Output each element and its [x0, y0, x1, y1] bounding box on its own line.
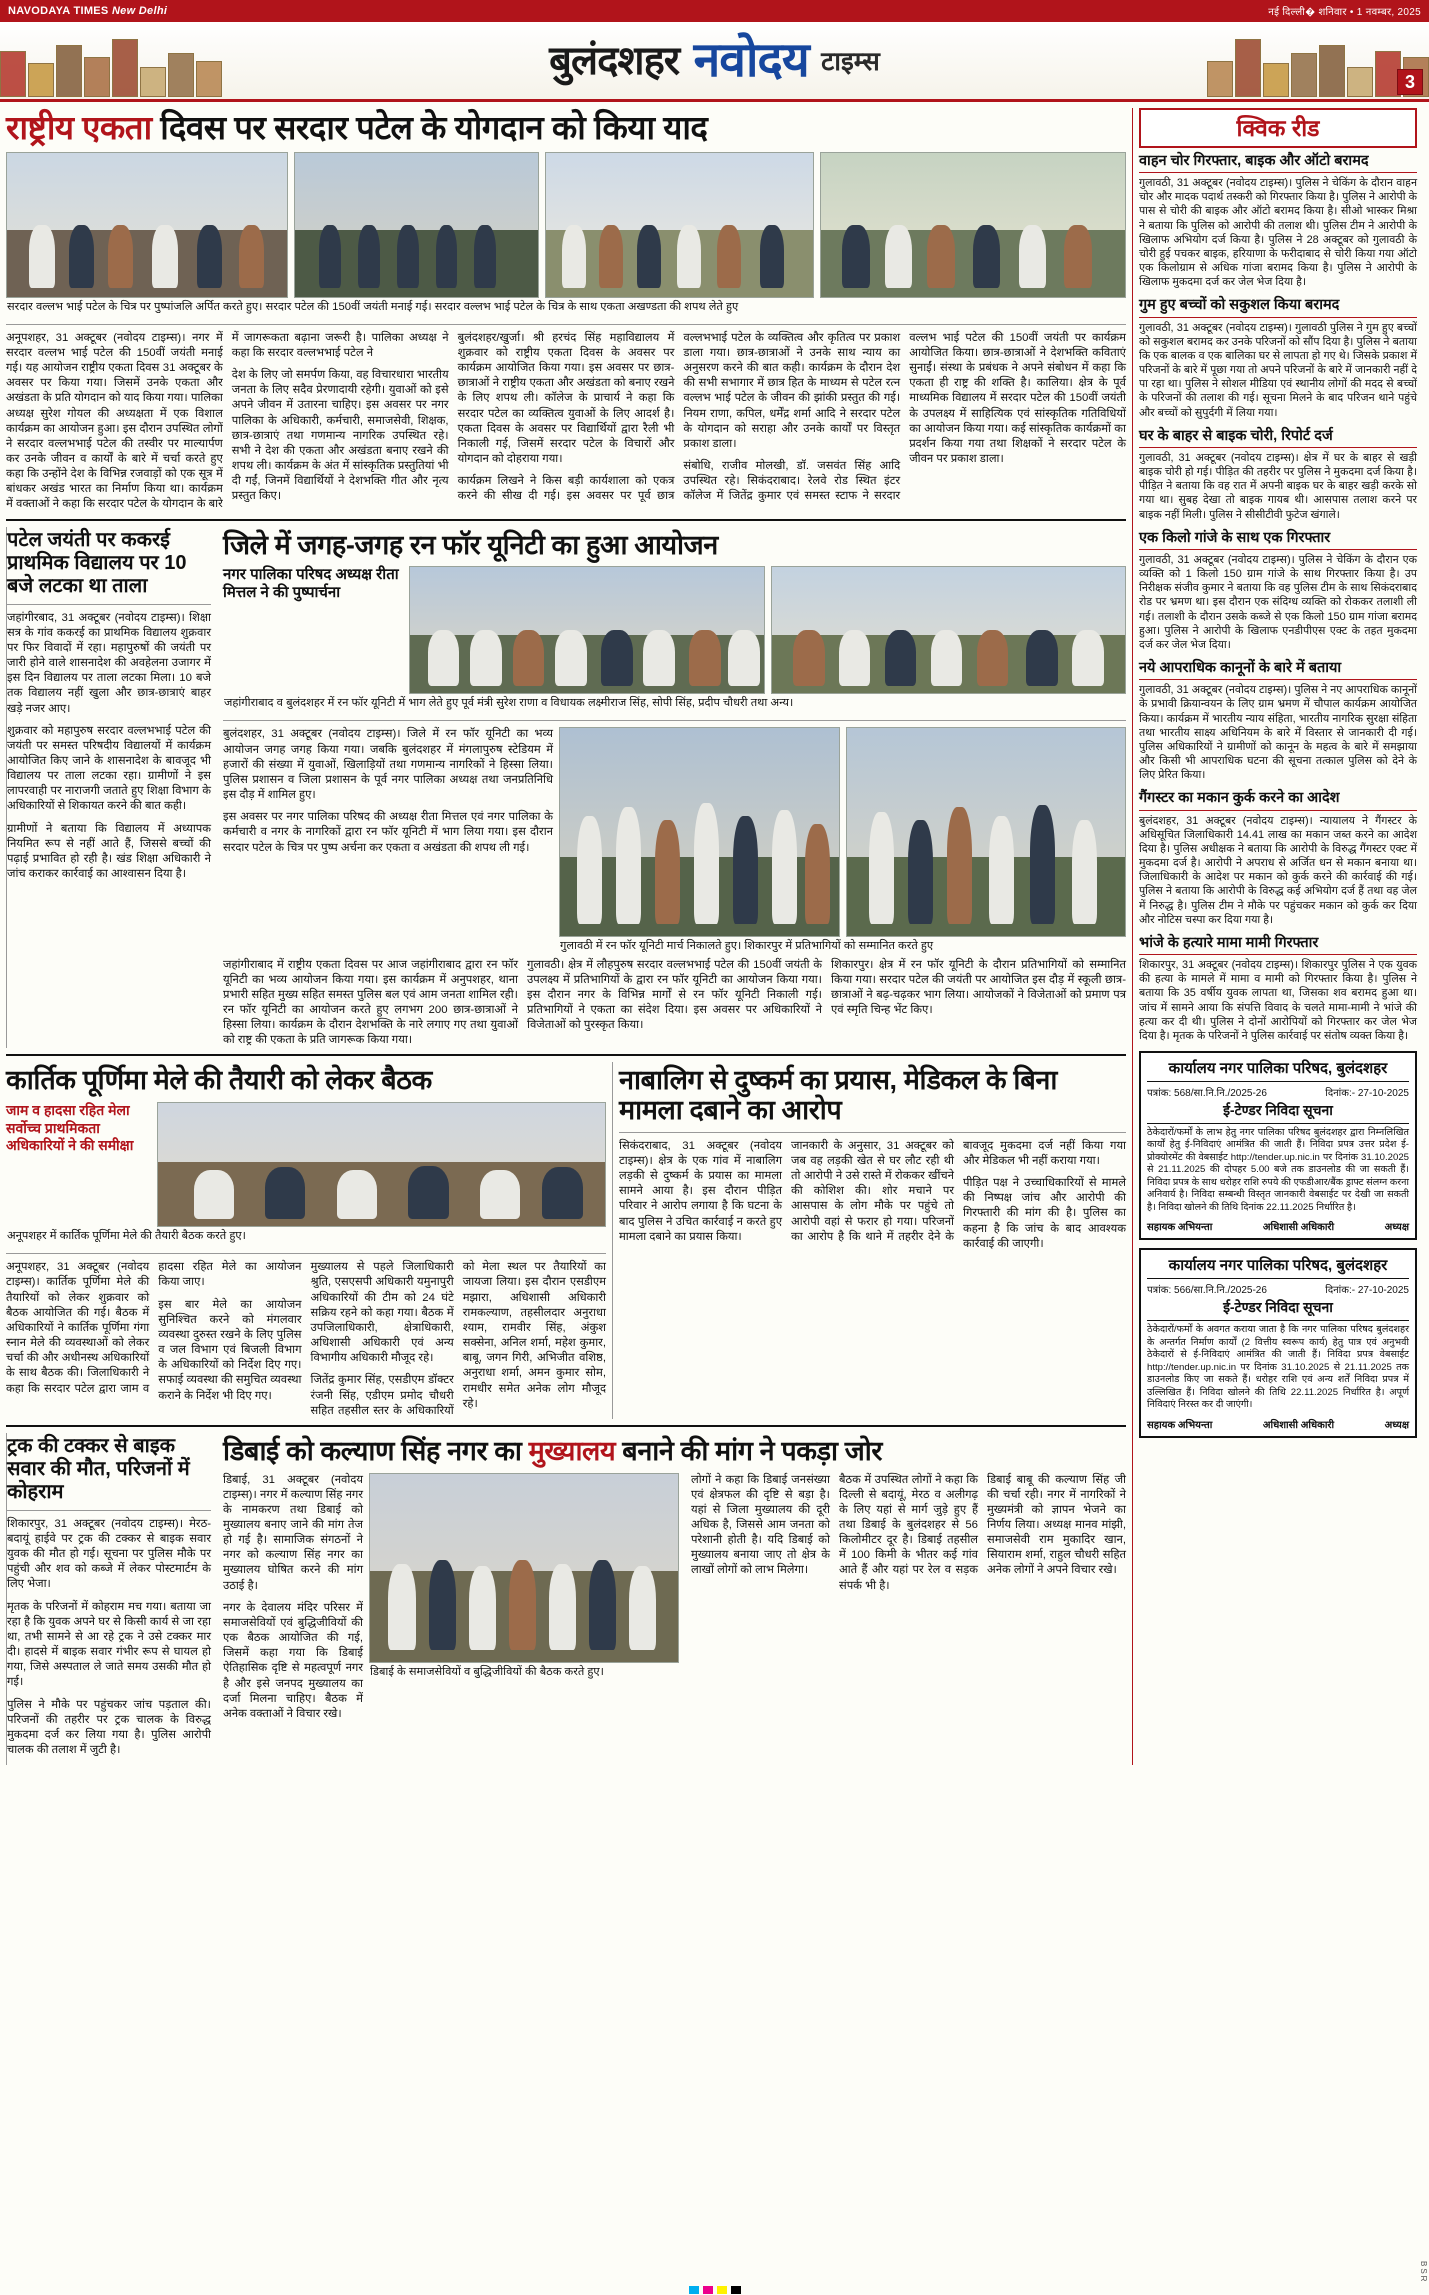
quick-read-text: गुलावठी, 31 अक्टूबर (नवोदय टाइम्स)। गुलावठी पुलिस ने गुम हुए बच्चों को सकुशल बरामद कर उनके परिजनों को सौंप दिया है। पुलिस ने बताया कि एक बालक व एक बालिका घर से लापता हो गए थे। जिसके प्रकाश में परिजनों के बारे में पूछा गया तो अपने परिजनों के बारे में जानकारी नहीं दे पा रहा था। पुलिस ने सोशल मीडिया एवं स्थानीय लोगों की मदद से बच्चों के परिजनों की तलाश की गई। सूचना मिलने के बाद परिजन थाने पहुंचे और बच्चों को सुपुर्दगी में लिया गया। [1139, 321, 1417, 419]
fourth-block [6, 1433, 1126, 1765]
run-col-4: गुलावठी। क्षेत्र में लौहपुरुष सरदार वल्लभभाई पटेल की 150वीं जयंती के उपलक्ष्य में प्रतिभागियों के द्वारा रन फॉर यूनिटी का आयोजन किया गया। इस दौरान नगर के विभिन्न मार्गों से रन फॉर यूनिटी निकाली गई। प्रतिभागियों ने एकता का संदेश दिया। इस अवसर पर अधिकारियों ने विजेताओं को पुरस्कृत किया। [527, 958, 822, 1032]
run-photo-1 [409, 566, 765, 694]
page-number: 3 [1397, 69, 1423, 95]
quick-read-heading: भांजे के हत्यारे मामा मामी गिरफ्तार [1139, 935, 1417, 955]
dibai-headline-pre: डिबाई को कल्याण सिंह नगर का [223, 1435, 529, 1466]
quick-read-heading: एक किलो गांजे के साथ एक गिरफ्तार [1139, 530, 1417, 550]
minor-headline: नाबालिग से दुष्कर्म का प्रयास, मेडिकल के बिना मामला दबाने का आरोप [619, 1065, 1057, 1126]
quick-read-title: क्विक रीड [1139, 108, 1417, 148]
lead-col-1: अनूपशहर, 31 अक्टूबर (नवोदय टाइम्स)। नगर में सरदार वल्लभ भाई पटेल की 150वीं जयंती मनाई गई। यह आयोजन राष्ट्रीय एकता दिवस 31 अक्टूबर के अवसर पर किया गया। जिसमें उनके एकता और अखंडता के प्रति योगदान को याद किया गया। पालिका अध्यक्ष सुरेश गोयल की अध्यक्षता में एक विशाल कार्यक्रम का आयोजन हुआ। इस दौरान उपस्थित लोगों ने सरदार वल्लभभाई पटेल की तस्वीर पर माल्यार्पण कर उनके जीवन व कार्यों के बारे में चर्चा करते हुए कहा कि उन्होंने देश के विभिन्न रजवाड़ों को एक सूत्र में बांधकर अखंड भारत का निर्माण किया था। कार्यक्रम में वक्ताओं ने कहा कि सरदार पटेल के योगदान के बारे में जागरूकता बढ़ाना जरूरी है। पालिका अध्यक्ष ने कहा कि सरदार वल्लभभाई पटेल ने [6, 331, 449, 511]
masthead-title [549, 33, 880, 87]
tender-sign-left: सहायक अभियन्ता [1147, 1419, 1213, 1431]
patel-jayanti-headline: पटेल जयंती पर ककरई प्राथमिक विद्यालय पर 10 बजे लटका था ताला [7, 528, 187, 597]
dibai-photo-caption: डिबाई के समाजसेवियों व बुद्धिजीवियों की बैठक करते हुए। [370, 1665, 604, 1678]
run-kicker: नगर पालिका परिषद अध्यक्ष रीता मित्तल ने की पुष्पार्चना [223, 566, 399, 602]
tender-notice [1139, 1248, 1417, 1437]
run-photo-row-2 [559, 727, 1126, 937]
tender-subtitle: ई-टेण्डर निविदा सूचना [1147, 1298, 1409, 1321]
kartik-top-row [6, 1102, 606, 1227]
dibai-col-a [223, 1473, 363, 1730]
run-body-bottom [223, 958, 1126, 1049]
run-photo-caption-1: जहांगीराबाद व बुलंदशहर में रन फॉर यूनिटी में भाग लेते हुए पूर्व मंत्री सुरेश राणा व विधायक लक्ष्मीराज सिंह, सोपी सिंह, प्रदीप चौधरी तथा अन्य। [224, 697, 794, 710]
dibai-headline-post: बनाने की मांग ने पकड़ा जोर [615, 1435, 883, 1466]
kartik-kicker: जाम व हादसा रहित मेला सर्वोच्च प्राथमिकता अधिकारियों ने की समीक्षा [6, 1102, 134, 1154]
quick-read-text: शिकारपुर, 31 अक्टूबर (नवोदय टाइम्स)। शिकारपुर पुलिस ने एक युवक की हत्या के मामले में मामा व मामी को गिरफ्तार किया है। पुलिस ने बताया कि 35 वर्षीय युवक लापता था, जिसका शव बरामद हुआ था। जांच में सामने आया कि संपत्ति विवाद के चलते मामा-मामी ने भांजे की हत्या कर दी थी। पुलिस ने दोनों आरोपियों को गिरफ्तार कर जेल भेज दिया है। मृतक के परिजनों ने पुलिस कार्रवाई पर संतोष व्यक्त किया है। [1139, 958, 1417, 1042]
tender-sign-right: अध्यक्ष [1384, 1419, 1409, 1431]
lead-photo-3 [545, 152, 814, 298]
quick-read-text: गुलावठी, 31 अक्टूबर (नवोदय टाइम्स)। पुलिस ने नए आपराधिक कानूनों के प्रभावी क्रियान्वयन के लिए ग्राम भ्रमण में चौपाल कार्यक्रम आयोजित किया। कार्यक्रम में भारतीय न्याय संहिता, भारतीय नागरिक सुरक्षा संहिता तथा भारतीय साक्ष्य अधिनियम के बारे में विस्तार से जानकारी दी गई। पुलिस अधिकारियों ने ग्रामीणों को कानून के महत्व के बारे में समझाया और किसी भी आपराधिक घटना की सूचना तत्काल पुलिस को देने के लिए प्रेरित किया। [1139, 684, 1417, 782]
dibai-col-4: बैठक में उपस्थित लोगों ने कहा कि दिल्ली से बदायूं, मेरठ व अलीगढ़ के लिए यहां से मार्ग जुड़े हुए हैं तथा डिबाई के बुलंदशहर से 56 किलोमीटर दूर है। डिबाई तहसील में 100 किमी के भीतर कई गांव आते हैं और यहां पर रेल व सड़क संपर्क भी है। [839, 1473, 978, 1592]
story-run-for-unity [217, 527, 1126, 1049]
top-strip [0, 0, 1429, 22]
quick-read-item[interactable] [1139, 153, 1417, 289]
sidebar-quick-read [1132, 108, 1417, 1765]
truck-col-1: शिकारपुर, 31 अक्टूबर (नवोदय टाइम्स)। मेरठ-बदायूं हाईवे पर ट्रक की टक्कर से बाइक सवार युवक की मौत हो गई। सूचना पर पुलिस मौके पर पहुंची और शव को कब्जे में लेकर पोस्टमार्टम के लिए भेजा। [7, 1517, 211, 1591]
patel-jayanti-col-3: ग्रामीणों ने बताया कि विद्यालय में अध्यापक नियमित रूप से नहीं आते हैं, जिससे बच्चों की पढ़ाई प्रभावित हो रही है। खंड शिक्षा अधिकारी ने जांच कराकर कार्रवाई का आश्वासन दिया है। [7, 822, 211, 881]
dibai-col-b [685, 1473, 1126, 1730]
run-for-unity-headline: जिले में जगह-जगह रन फॉर यूनिटी का हुआ आयोजन [223, 529, 718, 560]
lead-photo-4 [820, 152, 1126, 298]
quick-read-item[interactable] [1139, 790, 1417, 926]
brand-city: New Delhi [111, 5, 168, 17]
dibai-col-2: नगर के देवालय मंदिर परिसर में समाजसेवियों एवं बुद्धिजीवियों की एक बैठक आयोजित की गई, जिसमें कहा गया कि डिबाई ऐतिहासिक दृष्टि से महत्वपूर्ण नगर है और इसे जनपद मुख्यालय का दर्जा मिलना चाहिए। बैठक में अनेक वक्ताओं ने विचार रखे। [223, 1601, 363, 1720]
second-block [6, 527, 1126, 1049]
minor-body [619, 1139, 1126, 1252]
page-side-tag: BSR [1419, 2260, 1428, 2283]
main-content [6, 108, 1126, 1765]
kartik-body [6, 1260, 606, 1419]
tender-subtitle: ई-टेण्डर निविदा सूचना [1147, 1101, 1409, 1124]
dibai-photo [369, 1473, 679, 1663]
run-photo-caption-2: गुलावठी में रन फॉर यूनिटी मार्च निकालते हुए। शिकारपुर में प्रतिभागियों को सम्मानित करते हुए [560, 940, 934, 953]
dibai-col-5: डिबाई बाबू की कल्याण सिंह जी की चर्चा रही। नगर में नागरिकों ने मुख्यमंत्री को ज्ञापन भेजने का निर्णय लिया। अध्यक्ष मानव मांझी, समाजसेवी राम मुकादिर खान, सियाराम शर्मा, राहुल चौधरी सहित अनेक लोगों ने अपने विचार रखे। [987, 1473, 1126, 1577]
story-kartik [6, 1062, 606, 1418]
quick-read-item[interactable] [1139, 297, 1417, 419]
run-col-2: इस अवसर पर नगर पालिका परिषद की अध्यक्ष रीता मित्तल एवं नगर पालिका के कर्मचारी व नगर के नागरिकों द्वारा रन फॉर यूनिटी में भाग लिया गया। इस दौरान सरदार पटेल के चित्र पर पुष्प अर्चना कर एकता व अखंडता की शपथ ली गई। [223, 811, 553, 854]
edition-line: नई दिल्ली� शनिवार • 1 नवम्बर, 2025 [1268, 7, 1421, 18]
quick-read-text: बुलंदशहर, 31 अक्टूबर (नवोदय टाइम्स)। न्यायालय ने गैंगस्टर के अधिसूचित जिलाधिकारी 14.41 लाख का मकान जब्त करने का आदेश दिया है। पुलिस अधीक्षक ने बताया कि आरोपी के विरुद्ध गैंगस्टर एक्ट में मुकदमा दर्ज है। आरोपी ने अपराध से अर्जित धन से मकान बनाया था। जिलाधिकारी के आदेश पर मकान को कुर्क करने की कार्रवाई की गई। पुलिस ने बताया कि आरोपी के विरुद्ध कई अभियोग दर्ज हैं तथा वह जेल में निरुद्ध है। पुलिस टीम ने मौके पर पहुंचकर मकान को कुर्क कर दिया और नोटिस चस्पा कर दिया गया है। [1139, 814, 1417, 926]
tender-sign-right: अध्यक्ष [1384, 1222, 1409, 1234]
lead-headline-red: राष्ट्रीय एकता [6, 109, 152, 146]
quick-read-heading: गैंगस्टर का मकान कुर्क करने का आदेश [1139, 790, 1417, 810]
lead-photo-1 [6, 152, 288, 298]
tender-office: कार्यालय नगर पालिका परिषद, बुलंदशहर [1147, 1058, 1409, 1082]
brand-name: NAVODAYA TIMES [8, 5, 109, 17]
run-photo-4 [846, 727, 1127, 937]
story-minor [612, 1062, 1126, 1418]
lead-headline [6, 110, 1126, 146]
kartik-col-1: अनूपशहर, 31 अक्टूबर (नवोदय टाइम्स)। कार्तिक पूर्णिमा मेले की तैयारियों को लेकर शुक्रवार को बैठक आयोजित की गई। बैठक में अधिकारियों ने कार्तिक पूर्णिमा गंगा स्नान मेले की व्यवस्थाओं को लेकर चर्चा की और अधीनस्थ अधिकारियों के साथ बैठक की। जिलाधिकारी ने कहा कि सरदार पटेल द्वारा जाम व हादसा रहित मेले का आयोजन किया जाए। [6, 1261, 302, 1395]
kartik-photo [157, 1102, 606, 1227]
minor-col-3: पीड़ित पक्ष ने उच्चाधिकारियों से मामले की निष्पक्ष जांच और आरोपी की गिरफ्तारी की मांग की है। पुलिस का कहना है कि जांच के बाद आवश्यक कार्रवाई की जाएगी। [963, 1177, 1126, 1250]
masthead-name-suffix: टाइम्स [821, 45, 880, 76]
run-photo-2 [771, 566, 1127, 694]
tender-office: कार्यालय नगर पालिका परिषद, बुलंदशहर [1147, 1255, 1409, 1279]
truck-col-2: मृतक के परिजनों में कोहराम मच गया। बताया जा रहा है कि युवक अपने घर से किसी कार्य से जा रहा था, तभी सामने से आ रहे ट्रक ने उसे टक्कर मार दी। हादसे में बाइक सवार गंभीर रूप से घायल हो गया, जिसे अस्पताल ले जाते समय उसकी मौत हो गई। [7, 1600, 211, 1689]
story-patel-jayanti [6, 527, 211, 1049]
top-strip-brand [8, 5, 167, 17]
masthead-art-left [0, 22, 240, 99]
run-photo-row-1 [223, 566, 1126, 694]
tender-sign-mid: अधिशासी अधिकारी [1262, 1222, 1335, 1234]
dibai-headline [223, 1437, 1126, 1467]
minor-col-2: जानकारी के अनुसार, 31 अक्टूबर को जब वह लड़की खेत से घर लौट रही थी तो आरोपी ने उसे रास्ते में रोककर खींचने की कोशिश की। शोर मचाने पर आसपास के लोग मौके पर पहुंचे तो आरोपी वहां से फरार हो गया। परिजनों का आरोप है कि थाने में तहरीर देने के बावजूद मुकदमा दर्ज नहीं किया गया और मेडिकल भी नहीं कराया गया। [791, 1139, 1126, 1243]
tender-body: ठेकेदारों/फर्मों के अवगत कराया जाता है कि नगर पालिका परिषद बुलंदशहर के अन्तर्गत निर्माण कार्यों (2 वित्तीय स्वरूप कार्य) हेतु पात्र एवं अनुभवी ठेकेदारों से ई-निविदाएं आमंत्रित की जाती हैं। निविदा प्रपत्र वेबसाईट http://tender.up.nic.in पर दिनांक 31.10.2025 से 21.11.2025 तक डाउनलोड किए जा सकते हैं। धरोहर राशि एवं अन्य शर्तें निविदा प्रपत्र में उल्लिखित हैं। निविदा खोलने की तिथि 22.11.2025 निर्धारित है। अपूर्ण निविदाएं निरस्त कर दी जाएंगी। [1147, 1324, 1409, 1411]
masthead [0, 22, 1429, 102]
quick-read-text: गुलावठी, 31 अक्टूबर (नवोदय टाइम्स)। क्षेत्र में घर के बाहर से खड़ी बाइक चोरी हो गई। पीड़ित की तहरीर पर पुलिस ने मुकदमा दर्ज किया है। पीड़ित ने बताया कि वह रात में अपनी बाइक घर के बाहर खड़ी करके सो गया था। सुबह देखा तो बाइक गायब थी। आसपास तलाश करने पर बाइक नहीं मिली। पुलिस ने सीसीटीवी फुटेज खंगाले। [1139, 451, 1417, 521]
run-photo-3 [559, 727, 840, 937]
lead-col-5: संबोधि, राजीव मोलखी, डॉ. जसवंत सिंह आदि उपस्थित रहे। सिकंदराबाद। रेलवे रोड स्थित इंटर कॉलेज में जितेंद्र कुमार एवं समस्त स्टाफ ने सरदार वल्लभ भाई पटेल की 150वीं जयंती पर कार्यक्रम आयोजित किया। छात्र-छात्राओं ने देशभक्ति कविताएं सुनाईं। संस्था के प्रबंधक ने अपने संबोधन में कहा कि एकता ही राष्ट्र की शक्ति है। कालिया। क्षेत्र के पूर्व माध्यमिक विद्यालय में सरदार पटेल की 150वीं जयंती के उपलक्ष्य में साहित्यिक एवं सांस्कृतिक गतिविधियों का आयोजन किया गया। कई सांस्कृतिक कार्यक्रमों का प्रदर्शन किया गया तथा शिक्षकों ने सरदार पटेल के जीवन पर प्रकाश डाला। [683, 331, 1126, 503]
run-body-right [559, 727, 1126, 957]
quick-read-item[interactable] [1139, 530, 1417, 652]
run-body-left [223, 727, 553, 957]
tender-date: दिनांक:- 27-10-2025 [1325, 1088, 1409, 1100]
patel-jayanti-col-2: शुक्रवार को महापुरुष सरदार वल्लभभाई पटेल की जयंती पर समस्त परिषदीय विद्यालयों में कार्यक्रम आयोजित किए जाने के शासनादेश के बावजूद भी विद्यालय पर ताला लटका रहा। ग्रामीणों ने इस लापरवाही पर नाराजगी जताते हुए शिक्षा विभाग के अधिकारियों से शिकायत करने की बात कही। [7, 724, 211, 813]
tender-date: दिनांक:- 27-10-2025 [1325, 1285, 1409, 1297]
kartik-photo-caption: अनूपशहर में कार्तिक पूर्णिमा मेले की तैयारी बैठक करते हुए। [7, 1230, 246, 1243]
run-kicker-box [223, 566, 403, 694]
lead-headline-rest: दिवस पर सरदार पटेल के योगदान को किया याद [160, 109, 708, 146]
truck-headline: ट्रक की टक्कर से बाइक सवार की मौत, परिजनों में कोहराम [7, 1434, 190, 1503]
tender-sign-left: सहायक अभियन्ता [1147, 1222, 1213, 1234]
quick-read-text: गुलावठी, 31 अक्टूबर (नवोदय टाइम्स)। पुलिस ने चेकिंग के दौरान एक व्यक्ति को 1 किलो 150 ग्राम गांजे के साथ गिरफ्तार किया है। उप निरीक्षक संजीव कुमार ने बताया कि वह पुलिस टीम के साथ सिकंदराबाद रोड पर भ्रमण था। इस दौरान एक संदिग्ध व्यक्ति को रोककर तलाशी ली गई। तलाशी के दौरान उसके कब्जे से एक किलो 150 ग्राम गांजा बरामद हुआ। पुलिस ने आरोपी के खिलाफ एनडीपीएस एक्ट के तहत मुकदमा दर्ज कर जेल भेज दिया। [1139, 553, 1417, 651]
kartik-col-4: जितेंद्र कुमार सिंह, एसडीएम डॉक्टर रंजनी सिंह, एडीएम प्रमोद चौधरी सहित तहसील स्तर के अधिकारियों को मेला स्थल पर तैयारियों का जायजा लिया। इस दौरान एसडीएम मझारा, अधिशासी अधिकारी रामकल्याण, तहसीलदार अनुराधा श्याम, रामवीर सिंह, अंकुश सक्सेना, अनिल शर्मा, महेश कुमार, बाबू, जगन गिरी, अभिजीत वशिष्ठ, अनुराधा शर्मा, अमन कुमार सोम, रामधीर समेत अनेक लोग मौजूद रहे। [310, 1261, 606, 1417]
minor-col-1: सिकंदराबाद, 31 अक्टूबर (नवोदय टाइम्स)। क्षेत्र के एक गांव में नाबालिग लड़की से दुष्कर्म के प्रयास का मामला सामने आया है। इस दौरान पीड़ित परिवार ने आरोप लगाया है कि घटना के बाद पुलिस ने उचित कार्रवाई न करते हुए मामला दबाने का प्रयास किया। [619, 1139, 782, 1243]
quick-read-heading: गुम हुए बच्चों को सकुशल किया बरामद [1139, 297, 1417, 317]
quick-read-item[interactable] [1139, 428, 1417, 522]
color-registration-bar [0, 2285, 1429, 2295]
third-block [6, 1062, 1126, 1418]
story-dibai [217, 1433, 1126, 1765]
tender-notice [1139, 1051, 1417, 1240]
lead-photo-caption: सरदार वल्लभ भाई पटेल के चित्र पर पुष्पांजलि अर्पित करते हुए। सरदार पटेल की 150वीं जयंती मनाई गई। सरदार वल्लभ भाई पटेल के चित्र के साथ एकता अखण्डता की शपथ लेते हुए [7, 300, 739, 313]
lead-col-3: बुलंदशहर/खुर्जा। श्री हरचंद सिंह महाविद्यालय में शुक्रवार को राष्ट्रीय एकता दिवस के अवसर पर कार्यक्रम आयोजित किया गया। इस अवसर पर छात्र-छात्राओं ने राष्ट्रीय एकता और अखंडता को बनाए रखने के लिए शपथ ली। कॉलेज के प्राचार्य ने कहा कि सरदार पटेल का व्यक्तित्व युवाओं के लिए आदर्श है। एकता दिवस के अवसर पर विद्यार्थियों द्वारा रैली भी निकाली गई, जिसमें सरदार पटेल के विचारों और योगदान को दोहराया गया। [457, 331, 675, 465]
quick-read-heading: नये आपराधिक कानूनों के बारे में बताया [1139, 660, 1417, 680]
tender-body: ठेकेदारों/फर्मों के लाभ हेतु नगर पालिका परिषद बुलंदशहर द्वारा निम्नलिखित कार्यों हेतु ई-निविदाएं आमंत्रित की जाती हैं। निविदा प्रपत्र उत्तर प्रदेश ई-प्रोक्योरमेंट की वेबसाईट http://tender.up.nic.in पर दिनांक 31.10.2025 से 21.11.2025 की दोपहर 5.00 बजे तक डाउनलोड की जा सकती हैं। निविदा प्रपत्र के साथ धरोहर राशि रुपये की एफडीआर/बैंक ड्राफ्ट संलग्न करना अनिवार्य है। निविदा सम्बन्धी विस्तृत जानकारी वेबसाईट पर देखी जा सकती है। निविदा खोलने की तिथि दिनांक 22.11.2025 निर्धारित है। [1147, 1127, 1409, 1213]
kartik-kicker-box [6, 1102, 151, 1227]
masthead-art-right [1189, 22, 1429, 99]
run-body-row [223, 727, 1126, 957]
run-col-1: बुलंदशहर, 31 अक्टूबर (नवोदय टाइम्स)। जिले में रन फॉर यूनिटी का भव्य आयोजन जगह जगह किया गया। जबकि बुलंदशहर में मंगलापुरुष स्टेडियम में हजारों की संख्या में युवाओं, खिलाड़ियों तथा गणमान्य नागरिकों ने हिस्सा लिया। पुलिस प्रशासन व जिला प्रशासन के पूर्व नगर पालिका अध्यक्ष तथा जनप्रतिनिधि इस दौड़ में शामिल हुए। [223, 728, 553, 802]
story-truck [6, 1433, 211, 1765]
kartik-col-2: इस बार मेले का आयोजन सुनिश्चित करने को मंगलवार व्यवस्था दुरुस्त रखने के लिए पुलिस व जल विभाग एवं बिजली विभाग के अधिकारियों को निर्देश दिए गए। सफाई व्यवस्था की समुचित व्यवस्था कराने के निर्देश भी दिए गए। [158, 1298, 302, 1402]
run-col-3: जहांगीराबाद में राष्ट्रीय एकता दिवस पर आज जहांगीराबाद द्वारा रन फॉर यूनिटी का भव्य आयोजन किया गया। इस कार्यक्रम में अनुपशहर, थाना प्रभारी सहित मुख्य सहित समस्त पुलिस बल एवं आम जनता शामिल रही। रन फॉर यूनिटी का आयोजन करते हुए लगभग 200 छात्र-छात्राओं ने हिस्सा लिया। कार्यक्रम के दौरान देशभक्ति के नारे लगाए गए तथा युवाओं को राष्ट्र की एकता के प्रति जागरूक किया गया। [223, 958, 519, 1047]
lead-body [6, 331, 1126, 513]
run-col-5: शिकारपुर। क्षेत्र में रन फॉर यूनिटी के दौरान प्रतिभागियों को सम्मानित किया गया। सरदार पटेल की जयंती पर आयोजित इस दौड़ में स्कूली छात्र-छात्राओं ने बढ़-चढ़कर भाग लिया। आयोजकों ने विजेताओं को प्रमाण पत्र एवं स्मृति चिन्ह भेंट किए। [831, 958, 1126, 1016]
dibai-photo-box [369, 1473, 679, 1730]
kartik-col-3: मुख्यालय से पहले जिलाधिकारी श्रुति, एसएसपी अधिकारी यमुनापुरी अधिकारियों की टीम को 24 घंटे सक्रिय रहने को कहा गया। बैठक में उपजिलाधिकारी, क्षेत्राधिकारी, अधिशासी अधिकारी एवं अन्य विभागीय अधिकारी मौजूद रहे। [310, 1261, 454, 1365]
tender-ref: पत्रांक: 566/सा.नि.नि./2025-26 [1147, 1285, 1267, 1297]
quick-read-item[interactable] [1139, 660, 1417, 782]
truck-col-3: पुलिस ने मौके पर पहुंचकर जांच पड़ताल की। परिजनों की तहरीर पर ट्रक चालक के विरुद्ध मुकदमा दर्ज कर लिया गया है। पुलिस आरोपी चालक की तलाश में जुटी है। [7, 1698, 211, 1756]
quick-read-item[interactable] [1139, 935, 1417, 1043]
quick-read-heading: वाहन चोर गिरफ्तार, बाइक और ऑटो बरामद [1139, 153, 1417, 173]
tender-ref: पत्रांक: 568/सा.नि.नि./2025-26 [1147, 1088, 1267, 1100]
dibai-col-1: डिबाई, 31 अक्टूबर (नवोदय टाइम्स)। नगर में कल्याण सिंह नगर के नामकरण तथा डिबाई को मुख्यालय बनाए जाने की मांग तेज हो गई है। सामाजिक संगठनों ने नगर को कल्याण सिंह नगर का मुख्यालय घोषित करने की मांग उठाई है। [223, 1473, 363, 1592]
lead-photo-strip [6, 152, 1126, 298]
quick-read-heading: घर के बाहर से बाइक चोरी, रिपोर्ट दर्ज [1139, 428, 1417, 448]
masthead-name: नवोदय [693, 33, 809, 87]
quick-read-text: गुलावठी, 31 अक्टूबर (नवोदय टाइम्स)। पुलिस ने चेकिंग के दौरान वाहन चोर और मादक पदार्थ तस्करी को गिरफ्तार किया है। पुलिस ने आरोपी के पास से चोरी की बाइक और ऑटो बरामद किया है। सीओ भास्कर मिश्रा ने बताया कि पुलिस को आरोपी की तलाश थी। पुलिस टीम ने आरोपी के खिलाफ अभियोग दर्ज किया है। पुलिस ने 28 अक्टूबर को गुलावठी के चोरी हुई पचकर बाइक, हरियाणा के फरीदाबाद से चोरी किया गया ऑटो एक किलोग्राम से अधिक गांजा बरामद किया है। पुलिस ने आरोपी के खिलाफ मुकदमा दर्ज कर जेल भेज दिया है। [1139, 177, 1417, 289]
masthead-city: बुलंदशहर [549, 38, 680, 83]
lead-col-4: कार्यक्रम लिखने ने किस बड़ी कार्यशाला को एकत्र करने की सीख दी गई। इस अवसर पर पूर्व छात्र वल्लभभाई पटेल के व्यक्तित्व और कृतित्व पर प्रकाश डाला गया। छात्र-छात्राओं ने उनके साथ न्याय का अनुसरण करने की बात कही। कार्यक्रम के दौरान देश की सभी सभागार में छात्र हित के माध्यम से पटेल रत्न वल्लभ भाई पटेल के जीवन की झांकी प्रस्तुत की गई। नियम राणा, कपिल, धर्मेंद्र शर्मा आदि ने सरदार पटेल के योगदान को सराहा और उनके कार्यों पर विस्तृत प्रकाश डाला। [457, 331, 901, 503]
dibai-col-3: लोगों ने कहा कि डिबाई जनसंख्या एवं क्षेत्रफल की दृष्टि से बड़ा है। यहां से जिला मुख्यालय की दूरी अधिक है, जिससे आम जनता को परेशानी होती है। यदि डिबाई को मुख्यालय बनाया जाए तो क्षेत्र के लाखों लोगों को लाभ मिलेगा। [691, 1473, 830, 1577]
dibai-top-row [223, 1473, 1126, 1730]
tender-sign-mid: अधिशासी अधिकारी [1262, 1419, 1335, 1431]
lead-col-2: देश के लिए जो समर्पण किया, वह विचारधारा भारतीय जनता के लिए सदैव प्रेरणादायी रहेगी। युवाओं को इसे अपने जीवन में उतारना चाहिए। इस अवसर पर नगर पालिका के अधिकारी, कर्मचारी, समाजसेवी, शिक्षक, छात्र-छात्राएं तथा गणमान्य नागरिक उपस्थित रहे। सभी ने देश की एकता और अखंडता बनाए रखने की शपथ ली। कार्यक्रम के अंत में सांस्कृतिक प्रस्तुतियां भी दी गईं, जिनमें विद्यार्थियों ने देशभक्ति गीत और नृत्य प्रस्तुत किए। [231, 369, 449, 503]
patel-jayanti-col-1: जहांगीरबाद, 31 अक्टूबर (नवोदय टाइम्स)। शिक्षा सत्र के गांव ककरई का प्राथमिक विद्यालय शुक्रवार पर फिर विवादों में रहा। महापुरुषों की जयंती पर जारी होने वाले शासनादेश की अवहेलना उजागर में इस दिन विद्यालय पर ताला लटका मिला। 10 बजे तक विद्यालय नहीं खुला और छात्र-छात्राएं बाहर खड़े नजर आए। [7, 611, 211, 715]
kartik-headline: कार्तिक पूर्णिमा मेले की तैयारी को लेकर बैठक [6, 1065, 432, 1096]
dibai-headline-red: मुख्यालय [528, 1435, 616, 1466]
lead-photo-2 [294, 152, 539, 298]
